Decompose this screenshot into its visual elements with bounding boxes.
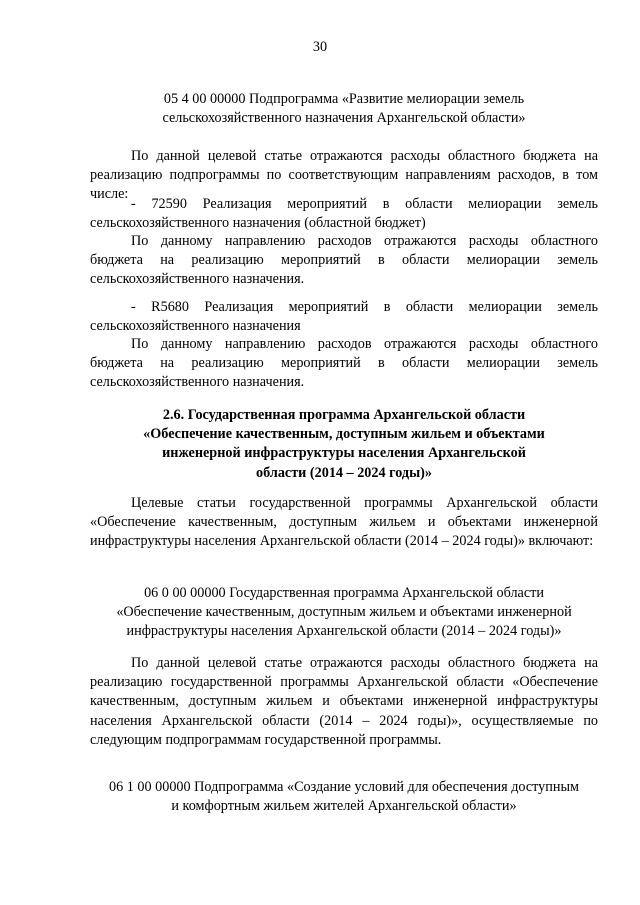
subprogram-054-heading: [90, 90, 598, 128]
section-2-6-line-1: 2.6. Государственная программа Архангельской области: [162, 407, 526, 423]
subprogram-061-line-2: и комфортным жильем жителей Архангельской области»: [171, 798, 517, 815]
program-060-line-2: «Обеспечение качественным, доступным жильем и объектами инженерной: [116, 604, 572, 621]
paragraph-054-intro: По данной целевой статье отражаются расходы областного бюджета на реализацию подпрограммы по соответствующим направлениям расходов, в том числе:: [90, 148, 598, 203]
subprogram-061-heading: [80, 778, 608, 816]
item-72590-title: - 72590 Реализация мероприятий в области мелиорации земель сельскохозяйственного назначения (областной бюджет): [90, 196, 598, 232]
program-060-heading: [80, 584, 608, 642]
program-060-line-1: 06 0 00 00000 Государственная программа Архангельской области: [144, 585, 544, 601]
section-2-6-heading: [90, 406, 598, 483]
item-r5680-text: По данному направлению расходов отражаются расходы областного бюджета на реализацию мероприятий в области мелиорации земель сельскохозяйственного назначения.: [90, 336, 598, 391]
subprogram-054-line-1: 05 4 00 00000 Подпрограмма «Развитие мелиорации земель: [163, 91, 525, 107]
item-72590-text: По данному направлению расходов отражаются расходы областного бюджета на реализацию мероприятий в области мелиорации земель сельскохозяйственного назначения.: [90, 233, 598, 288]
section-2-6-line-4: области (2014 – 2024 годы)»: [256, 464, 432, 481]
section-2-6-line-2: «Обеспечение качественным, доступным жильем и объектами: [143, 426, 545, 443]
program-060-line-3: инфраструктуры населения Архангельской области (2014 – 2024 годы)»: [126, 623, 562, 640]
paragraph-target-articles: Целевые статьи государственной программы Архангельской области «Обеспечение качественным, доступным жильем и объектами инженерной инфраструктуры населения Архангельской области (2014 – 2024 годы)» включают:: [90, 495, 598, 550]
item-r5680-title: - R5680 Реализация мероприятий в области мелиорации земель сельскохозяйственного назначения: [90, 299, 598, 335]
paragraph-060-description: По данной целевой статье отражаются расходы областного бюджета на реализацию государственной программы Архангельской области «Обеспечение качественным, доступным жильем и объектами инженерной инфраструктуры населения Архангельской области (2014 – 2024 годы)», осуществляемые по следующим подпрограммам государственной программы.: [90, 655, 598, 748]
subprogram-061-line-1: 06 1 00 00000 Подпрограмма «Создание условий для обеспечения доступным: [109, 779, 579, 795]
section-2-6-line-3: инженерной инфраструктуры населения Архангельской: [162, 445, 526, 462]
subprogram-054-line-2: сельскохозяйственного назначения Архангельской области»: [162, 110, 526, 127]
page-number: 30: [312, 39, 328, 55]
